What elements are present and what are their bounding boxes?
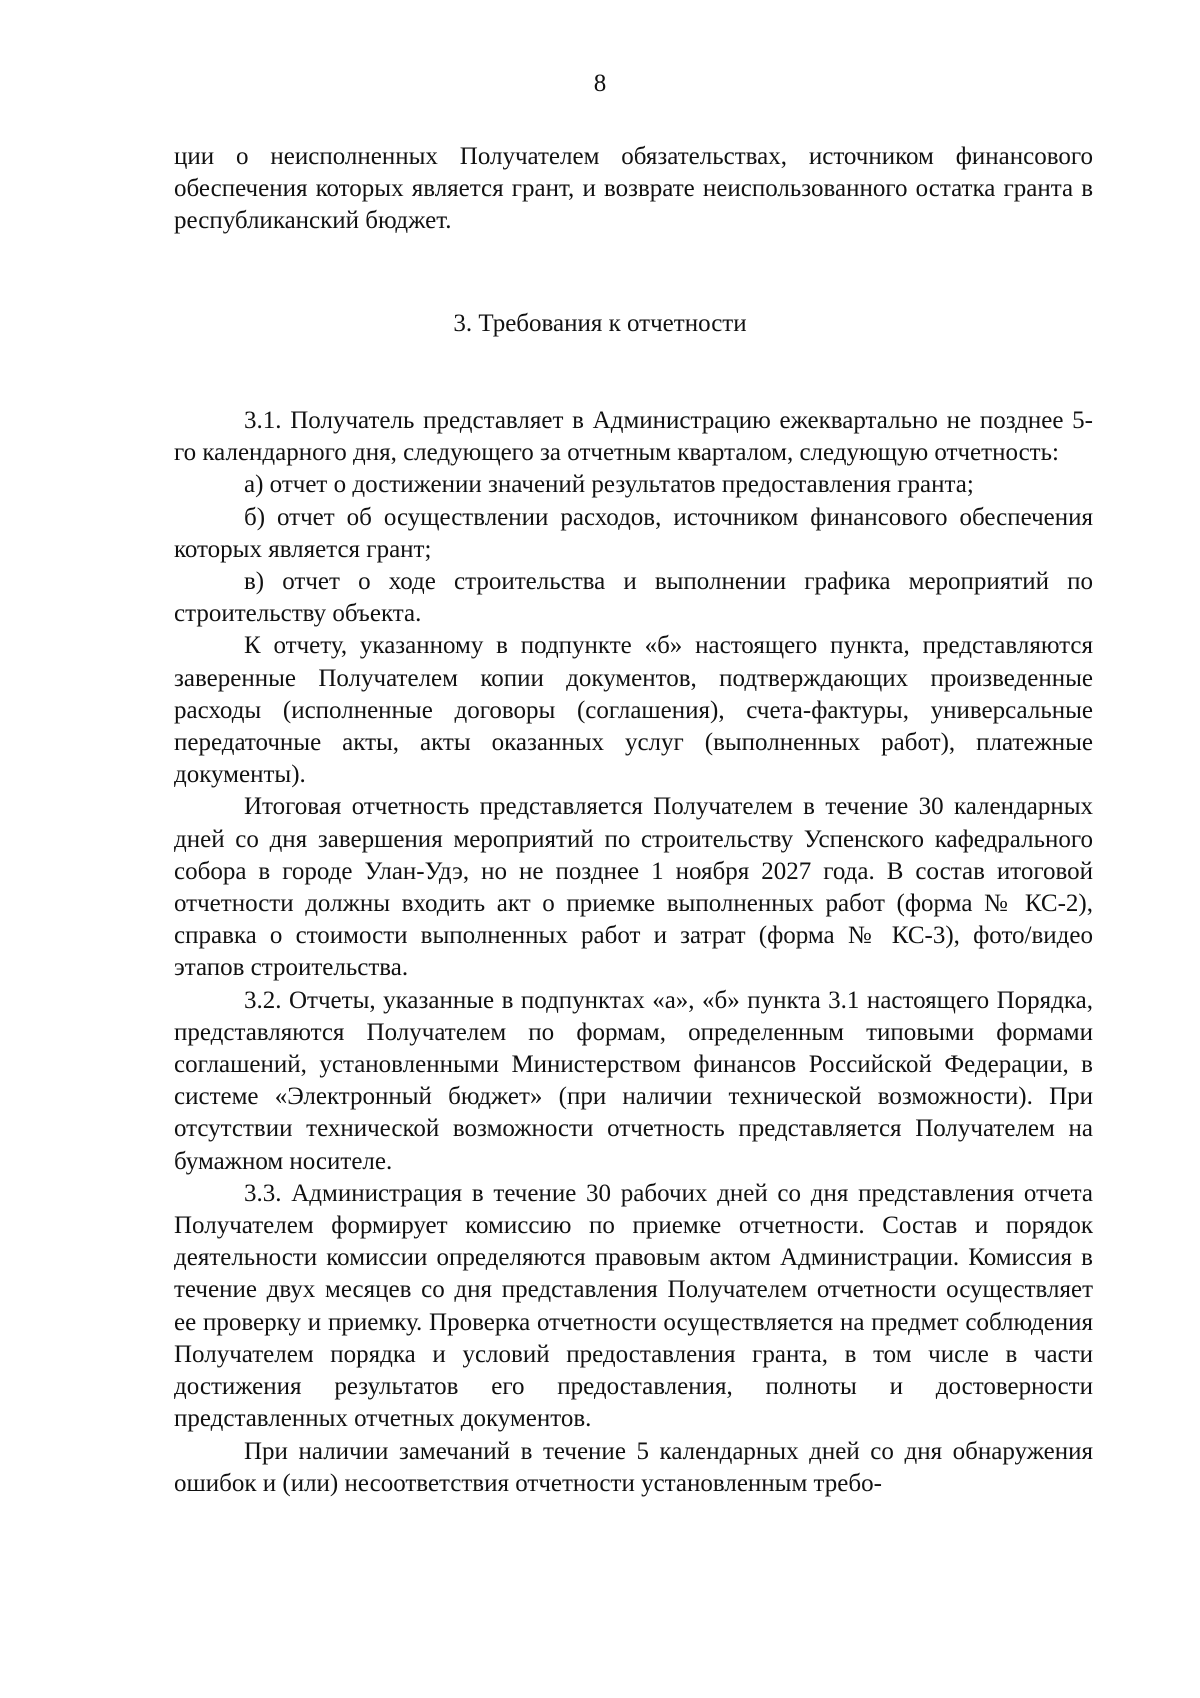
- paragraph-remarks: При наличии замечаний в течение 5 календарных дней со дня обнаружения ошибок и (или) несоответствия отчетности установленным требо-: [174, 1437, 1093, 1497]
- paragraph-3-1: 3.1. Получатель представляет в Администрацию ежеквартально не позднее 5-го календарного дня, следующего за отчетным кварталом, следующую отчетность:: [174, 407, 1093, 467]
- intro-paragraph: ции о неисполненных Получателем обязательствах, источником финансового обеспечения которых является грант, и возврате неиспользованного остатка гранта в республиканский бюджет.: [174, 143, 1093, 235]
- paragraph-item-b: б) отчет об осуществлении расходов, источником финансового обеспечения которых является грант;: [174, 503, 1093, 563]
- page-number: 8: [593, 70, 607, 97]
- paragraph-item-a: а) отчет о достижении значений результатов предоставления гранта;: [244, 471, 974, 499]
- paragraph-item-v: в) отчет о ходе строительства и выполнении графика мероприятий по строительству объекта.: [174, 568, 1093, 628]
- section-body: [174, 405, 1093, 1500]
- paragraph-final-report: Итоговая отчетность представляется Получателем в течение 30 календарных дней со дня завершения мероприятий по строительству Успенского кафедрального собора в городе Улан-Удэ, но не позднее 1 ноября 2027 года. В состав итоговой отчетности должны входить акт о приемке выполненных работ (форма № КС-2), справка о стоимости выполненных работ и затрат (форма № КС-3), фото/видео этапов строительства.: [174, 793, 1093, 982]
- paragraph-3-3: 3.3. Администрация в течение 30 рабочих дней со дня представления отчета Получателем формирует комиссию по приемке отчетности. Состав и порядок деятельности комиссии определяются правовым актом Администрации. Комиссия в течение двух месяцев со дня представления Получателем отчетности осуществляет ее проверку и приемку. Проверка отчетности осуществляется на предмет соблюдения Получателем порядка и условий предоставления гранта, в том числе в части достижения результатов его предоставления, полноты и достоверности представленных отчетных документов.: [174, 1179, 1093, 1433]
- paragraph-attachments: К отчету, указанному в подпункте «б» настоящего пункта, представляются заверенные Получателем копии документов, подтверждающих произведенные расходы (исполненные договоры (соглашения), счета-фактуры, универсальные передаточные акты, акты оказанных услуг (выполненных работ), платежные документы).: [174, 632, 1093, 789]
- section-title: 3. Требования к отчетности: [453, 310, 747, 337]
- paragraph-3-2: 3.2. Отчеты, указанные в подпунктах «а», «б» пункта 3.1 настоящего Порядка, представляются Получателем по формам, определенным типовыми формами соглашений, установленными Министерством финансов Российской Федерации, в системе «Электронный бюджет» (при наличии технической возможности). При отсутствии технической возможности отчетность представляется Получателем на бумажном носителе.: [174, 986, 1093, 1175]
- intro-block: [174, 141, 1093, 238]
